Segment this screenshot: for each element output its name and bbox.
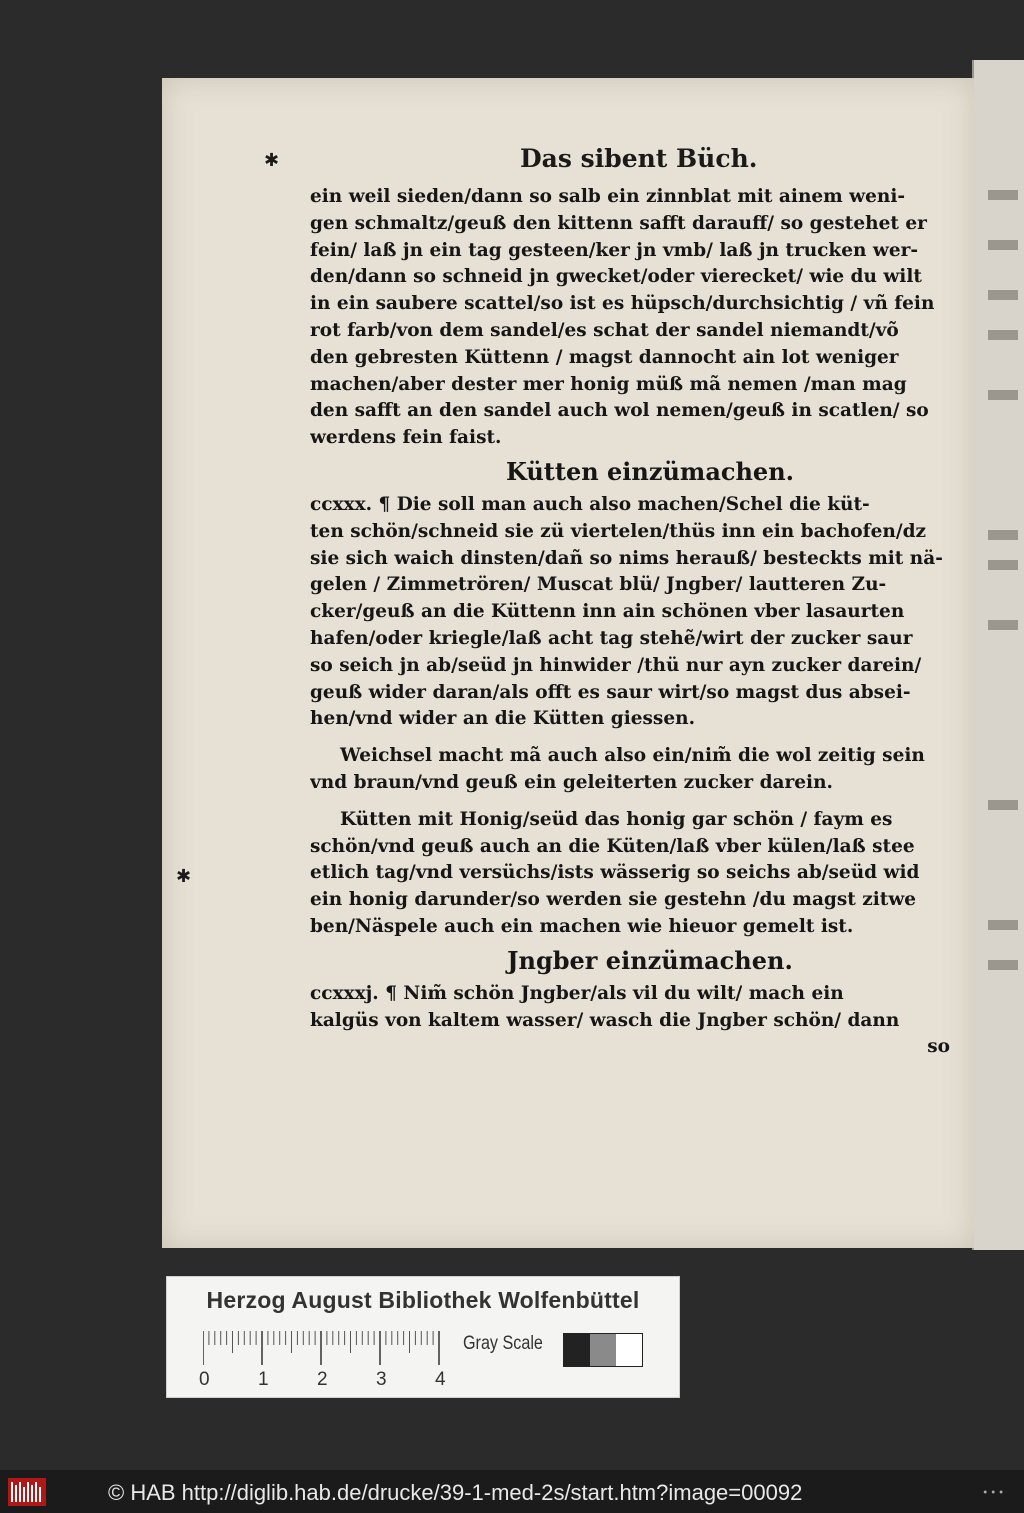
ruler-number: 2 xyxy=(317,1369,328,1390)
page-text xyxy=(310,184,950,1061)
text-line: ten schön/schneid sie zü viertelen/thüs inn ein bachofen/dz xyxy=(310,520,927,542)
text-line: geuß wider daran/als offt es saur wirt/so magst dus absei- xyxy=(310,681,911,703)
text-line: ben/Näspele auch ein machen wie hieuor gemelt ist. xyxy=(310,915,854,937)
section-heading: Kütten einzümachen. xyxy=(505,456,795,486)
gray-swatch-mid xyxy=(590,1334,616,1366)
gray-swatch-light xyxy=(616,1334,642,1366)
text-line: gelen / Zimmetrören/ Muscat blü/ Jngber/ lautteren Zu- xyxy=(310,574,887,596)
running-head: Das sibent Büch. xyxy=(520,144,758,173)
text-line: kalgüs von kaltem wasser/ wasch die Jngber schön/ dann xyxy=(310,1009,900,1031)
text-line: Kütten mit Honig/seüd das honig gar schön / faym es xyxy=(340,808,893,830)
ruler-number: 3 xyxy=(376,1369,387,1390)
gray-swatch-dark xyxy=(564,1334,590,1366)
catchword: so xyxy=(927,1036,950,1058)
margin-mark-top: ✱ xyxy=(264,150,280,171)
margin-mark-middle: ✱ xyxy=(176,866,192,887)
text-line: etlich tag/vnd versüchs/ists wässerig so seichs ab/seüd wid xyxy=(310,862,920,884)
footer-bar xyxy=(0,1470,1024,1513)
text-line: schön/vnd geuß auch an die Küten/laß vber külen/laß stee xyxy=(310,835,915,857)
hab-logo-icon xyxy=(8,1478,46,1506)
text-line: ein weil sieden/dann so salb ein zinnblat mit ainem weni- xyxy=(310,186,906,207)
ruler-number: 0 xyxy=(199,1369,210,1390)
text-line: so seich jn ab/seüd jn hinwider /thü nur ayn zucker darein/ xyxy=(310,654,922,676)
footer-more-icon[interactable]: ••• xyxy=(982,1488,1006,1499)
text-line: ccxxxj. ¶ Nim̃ schön Jngber/als vil du wilt/ mach ein xyxy=(310,982,844,1004)
text-line: vnd braun/vnd geuß ein geleiterten zucker darein. xyxy=(310,771,833,793)
text-line: fein/ laß jn ein tag gesteen/ker jn vmb/ laß jn trucken wer- xyxy=(310,239,919,261)
footer-copyright-url[interactable]: © HAB http://diglib.hab.de/drucke/39-1-med-2s/start.htm?image=00092 xyxy=(108,1480,803,1505)
gray-scale-swatches xyxy=(563,1333,643,1367)
text-line: rot farb/von dem sandel/es schat der sandel niemandt/võ xyxy=(310,319,899,341)
text-line: cker/geuß an die Küttenn inn ain schönen vber lasaurten xyxy=(310,601,905,623)
gray-scale-label: Gray Scale xyxy=(463,1333,543,1354)
text-line: machen/aber dester mer honig müß mã nemen /man mag xyxy=(310,373,907,395)
text-line: werdens fein faist. xyxy=(310,427,502,449)
ruler-number: 4 xyxy=(435,1369,446,1390)
text-line: hafen/oder kriegle/laß acht tag stehẽ/wirt der zucker saur xyxy=(310,627,913,649)
scale-card xyxy=(166,1276,680,1398)
ruler-ticks xyxy=(203,1331,453,1365)
text-line: den/dann so schneid jn gwecket/oder vierecket/ wie du wilt xyxy=(310,266,922,288)
text-line: Weichsel macht mã auch also ein/nim̃ die wol zeitig sein xyxy=(340,745,925,767)
text-line: den safft an den sandel auch wol nemen/geuß in scatlen/ so xyxy=(310,400,929,422)
ruler-number: 1 xyxy=(258,1369,269,1390)
ruler-numbers xyxy=(167,1369,467,1393)
text-line: den gebresten Küttenn / magst dannocht ain lot weniger xyxy=(310,346,899,368)
text-line: hen/vnd wider an die Kütten giessen. xyxy=(310,708,696,730)
library-name: Herzog August Bibliothek Wolfenbüttel xyxy=(206,1287,640,1313)
text-line: in ein saubere scattel/so ist es hüpsch/durchsichtig / vñ fein xyxy=(310,293,935,315)
text-line: ccxxx. ¶ Die soll man auch also machen/Schel die küt- xyxy=(310,493,870,515)
facing-page-edge xyxy=(972,60,1024,1250)
section-heading: Jngber einzümachen. xyxy=(507,945,793,975)
text-line: ein honig darunder/so werden sie gestehn /du magst zitwe xyxy=(310,889,917,911)
text-line: sie sich waich dinsten/dañ so nims herauß/ besteckts mit nä- xyxy=(310,547,943,569)
text-line: gen schmaltz/geuß den kittenn safft darauff/ so gestehet er xyxy=(310,212,927,234)
